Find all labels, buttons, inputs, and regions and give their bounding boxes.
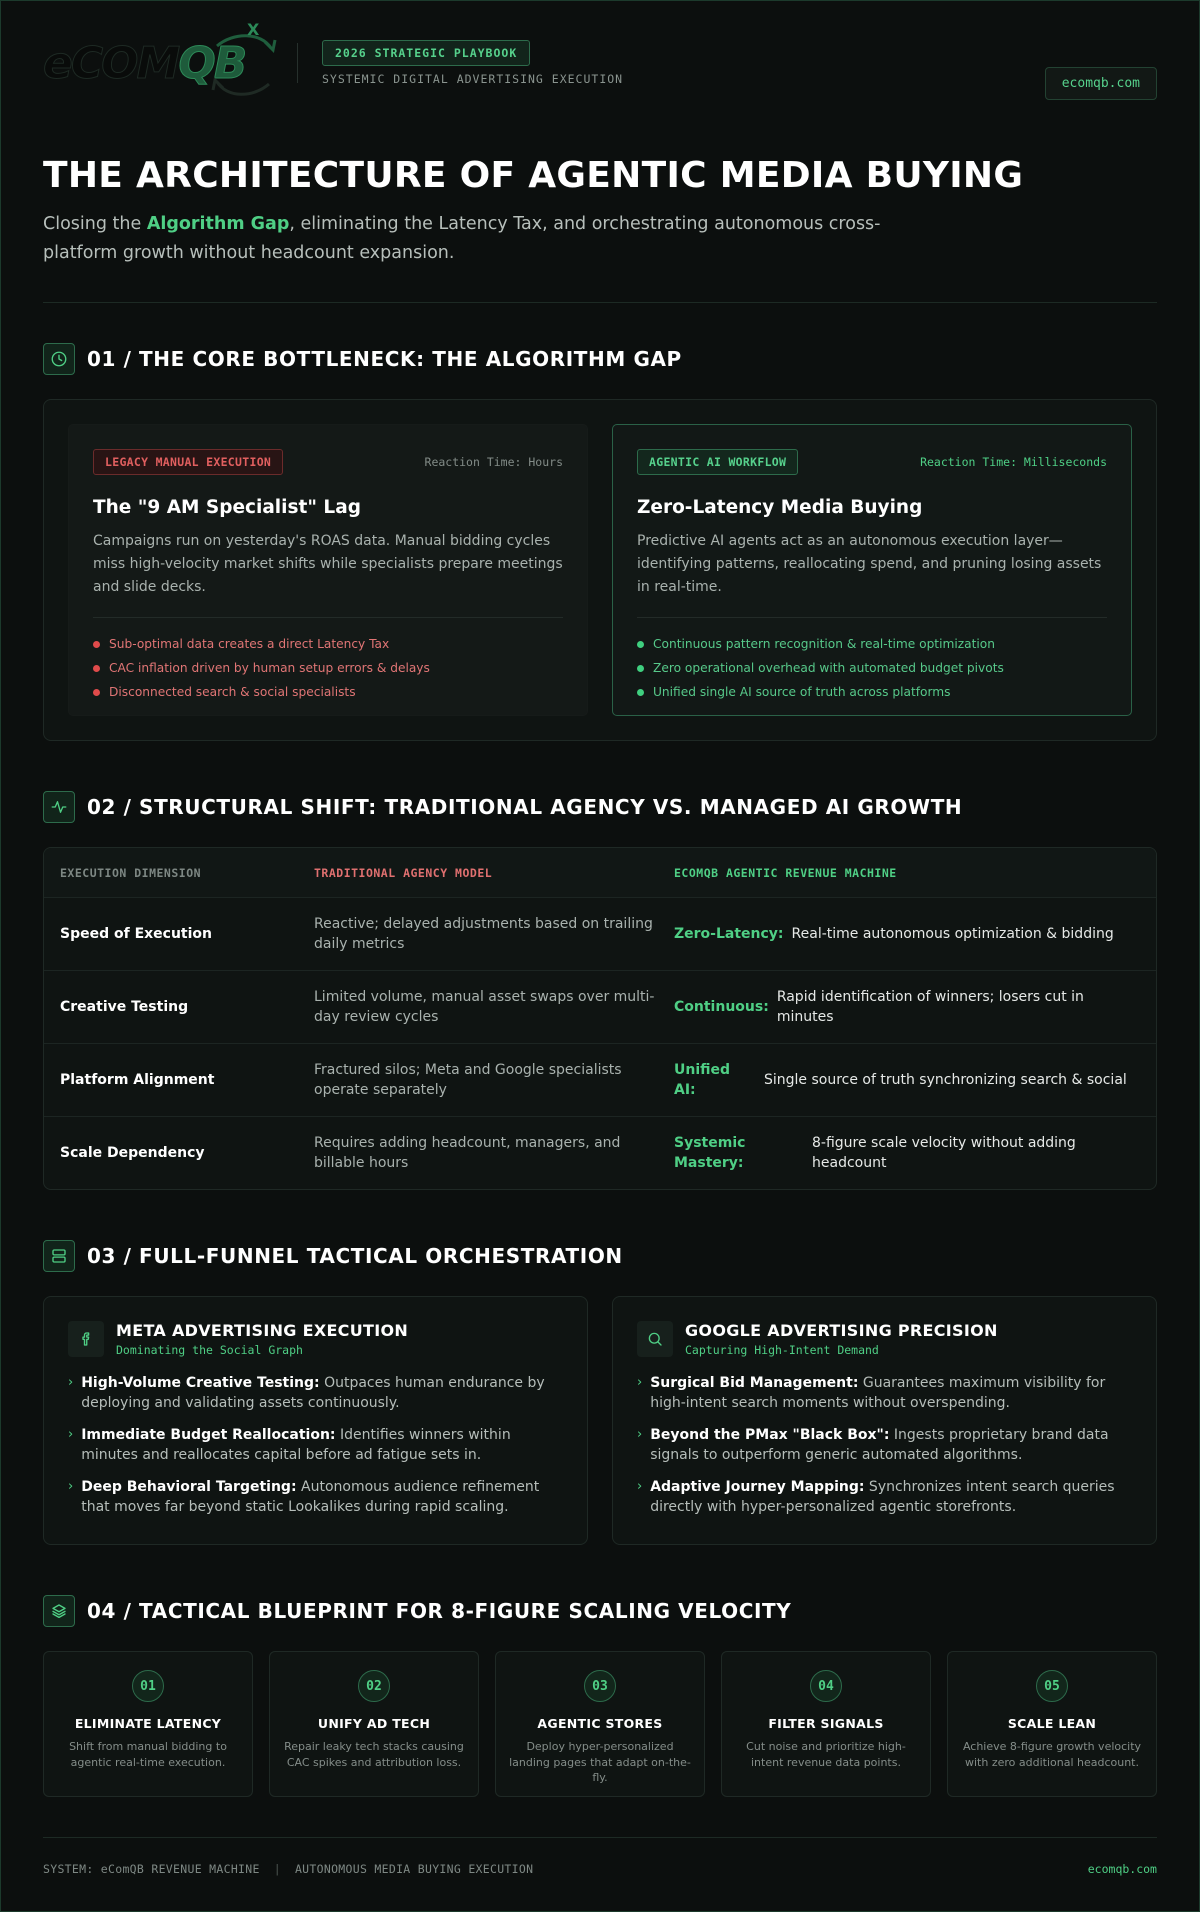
meta-tactics [68,1373,563,1517]
section-title: 04 / TACTICAL BLUEPRINT FOR 8-FIGURE SCALING VELOCITY [87,1599,792,1623]
page-title: THE ARCHITECTURE OF AGENTIC MEDIA BUYING [43,155,1024,196]
footer: SYSTEM: eComQB REVENUE MACHINE | AUTONOMOUS MEDIA BUYING EXECUTION ecomqb.com [43,1862,1157,1876]
list-item: Unified single AI source of truth across platforms [637,680,1107,704]
step-title: UNIFY AD TECH [317,1716,431,1731]
red-dot-icon [93,665,100,672]
blueprint-steps [43,1651,1157,1797]
step-number: 03 [584,1670,616,1702]
logo[interactable] [43,18,275,108]
footer-domain-link[interactable]: ecomqb.com [1087,1862,1157,1876]
legacy-card [68,424,588,716]
list-item: › High-Volume Creative Testing: Outpaces human endurance by deploying and validating assets continuously. [68,1375,545,1411]
agentic-tag: AGENTIC AI WORKFLOW [637,449,798,475]
table-row: Speed of Execution Reactive; delayed adjustments based on trailing daily metrics Zero-Latency: Real-time autonomous optimization & bidding [44,897,1156,970]
google-tactics [637,1373,1132,1517]
green-dot-icon [637,641,644,648]
agentic-card [612,424,1132,716]
step-card [721,1651,931,1797]
section-algorithm-gap [43,343,1157,741]
list-item: Continuous pattern recognition & real-time optimization [637,632,1107,656]
section-title: 02 / STRUCTURAL SHIFT: TRADITIONAL AGENCY VS. MANAGED AI GROWTH [87,795,963,819]
list-item: › Surgical Bid Management: Guarantees maximum visibility for high-intent search moments without overspending. [637,1375,1106,1411]
step-card [43,1651,253,1797]
logo-wordmark: eCOMQB [43,37,246,89]
google-card [612,1296,1157,1545]
chevron-right-icon: › [68,1375,74,1390]
section-blueprint [43,1595,1157,1797]
legacy-tag: LEGACY MANUAL EXECUTION [93,449,283,475]
table-row: Platform Alignment Fractured silos; Meta and Google specialists operate separately Unified AI: Single source of truth synchronizing search & social [44,1043,1156,1116]
domain-link[interactable]: ecomqb.com [1045,67,1157,100]
card-title: META ADVERTISING EXECUTION [116,1321,409,1340]
header-subtitle: SYSTEMIC DIGITAL ADVERTISING EXECUTION [322,72,624,86]
section-title: 01 / THE CORE BOTTLENECK: THE ALGORITHM GAP [87,347,682,371]
comparison-table [43,847,1157,1190]
reaction-time: Reaction Time: Milliseconds [920,455,1107,469]
green-dot-icon [637,665,644,672]
table-row: Creative Testing Limited volume, manual asset swaps over multi-day review cycles Continuous: Rapid identification of winners; losers cut in minutes [44,970,1156,1043]
header [43,1,1157,125]
step-number: 01 [132,1670,164,1702]
reaction-time: Reaction Time: Hours [424,455,563,469]
list-item: CAC inflation driven by human setup errors & delays [93,656,563,680]
hero [43,125,1157,303]
clock-icon [43,343,75,375]
step-title: AGENTIC STORES [537,1716,663,1731]
footer-mode: AUTONOMOUS MEDIA BUYING EXECUTION [294,1862,534,1876]
column-header: EXECUTION DIMENSION [60,865,202,880]
step-title: FILTER SIGNALS [768,1716,884,1731]
footer-divider [43,1837,1157,1838]
card-description: Campaigns run on yesterday's ROAS data. Manual bidding cycles miss high-velocity market shifts while specialists prepare meetings and slide decks. [93,533,563,595]
step-text: Shift from manual bidding to agentic real-time execution. [69,1740,227,1769]
footer-system: SYSTEM: eComQB REVENUE MACHINE [43,1862,260,1876]
legacy-bullets [93,632,563,704]
list-item: › Immediate Budget Reallocation: Identifies winners within minutes and reallocates capital before ad fatigue sets in. [68,1427,511,1463]
pulse-icon [43,791,75,823]
list-item: Disconnected search & social specialists [93,680,563,704]
algorithm-gap-highlight: Algorithm Gap [146,214,290,234]
step-card [947,1651,1157,1797]
step-title: ELIMINATE LATENCY [74,1716,222,1731]
step-card [495,1651,705,1797]
logo-x-mark: X [247,20,260,39]
chevron-right-icon: › [637,1375,643,1390]
comparison-panel [43,399,1157,741]
agentic-bullets [637,632,1107,704]
card-subtitle: Dominating the Social Graph [116,1343,303,1357]
chevron-right-icon: › [637,1479,643,1494]
list-item: Zero operational overhead with automated budget pivots [637,656,1107,680]
card-description: Predictive AI agents act as an autonomous execution layer—identifying patterns, reallocating spend, and pruning losing assets in real-time. [637,533,1102,595]
column-header: TRADITIONAL AGENCY MODEL [314,865,493,880]
card-heading: The "9 AM Specialist" Lag [93,497,361,518]
layers-icon [43,1595,75,1627]
divider [43,302,1157,303]
list-item: Sub-optimal data creates a direct Latency Tax [93,632,563,656]
table-row: Scale Dependency Requires adding headcount, managers, and billable hours Systemic Mastery: 8-figure scale velocity without adding headcount [44,1116,1156,1189]
section-full-funnel [43,1240,1157,1545]
logo-arrows-icon [203,28,283,102]
playbook-badge: 2026 STRATEGIC PLAYBOOK [322,40,530,66]
step-card [269,1651,479,1797]
chevron-right-icon: › [637,1427,643,1442]
red-dot-icon [93,641,100,648]
step-text: Achieve 8-figure growth velocity with zero additional headcount. [962,1740,1142,1769]
list-item: › Adaptive Journey Mapping: Synchronizes intent search queries directly with hyper-personalized agentic storefronts. [637,1479,1115,1515]
red-dot-icon [93,689,100,696]
header-divider [297,43,298,83]
step-text: Repair leaky tech stacks causing CAC spikes and attribution loss. [284,1740,464,1769]
step-text: Deploy hyper-personalized landing pages that adapt on-the-fly. [509,1740,691,1784]
step-number: 04 [810,1670,842,1702]
table-header [44,848,1156,897]
hero-lead: Closing the Algorithm Gap, eliminating the Latency Tax, and orchestrating autonomous cross-platform growth without headcount expansion. [43,214,881,263]
card-title: GOOGLE ADVERTISING PRECISION [685,1321,998,1340]
header-tagline [322,40,623,86]
chevron-right-icon: › [68,1479,74,1494]
step-number: 02 [358,1670,390,1702]
meta-card [43,1296,588,1545]
list-item: › Beyond the PMax "Black Box": Ingests proprietary brand data signals to outperform generic automated algorithms. [637,1427,1109,1463]
list-item: › Deep Behavioral Targeting: Autonomous audience refinement that moves far beyond static Lookalikes during rapid scaling. [68,1479,540,1515]
card-subtitle: Capturing High-Intent Demand [685,1343,879,1357]
column-header: ECOMQB AGENTIC REVENUE MACHINE [674,865,897,880]
card-heading: Zero-Latency Media Buying [637,497,923,518]
step-title: SCALE LEAN [1007,1716,1097,1731]
step-text: Cut noise and prioritize high-intent revenue data points. [746,1740,906,1769]
green-dot-icon [637,689,644,696]
facebook-icon [68,1321,104,1357]
chevron-right-icon: › [68,1427,74,1442]
step-number: 05 [1036,1670,1068,1702]
server-icon [43,1240,75,1272]
search-icon [637,1321,673,1357]
section-structural-shift [43,791,1157,1190]
section-title: 03 / FULL-FUNNEL TACTICAL ORCHESTRATION [87,1244,623,1268]
